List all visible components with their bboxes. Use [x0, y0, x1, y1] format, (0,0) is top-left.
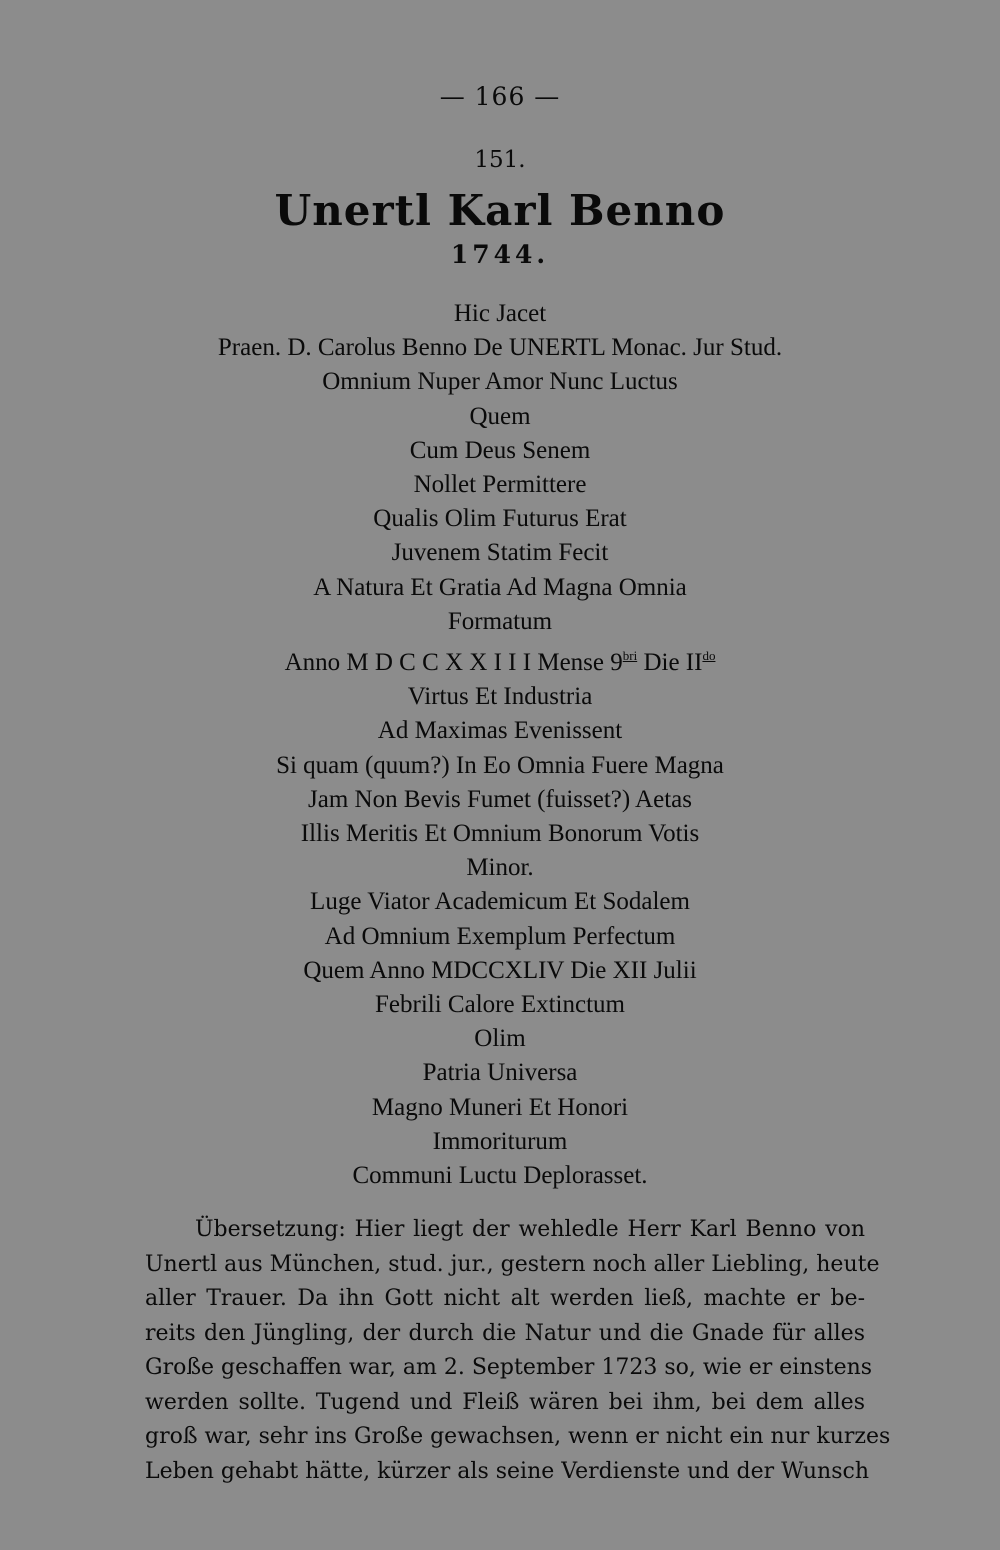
inscription-line: Quem Anno MDCCXLIV Die XII Julii	[303, 956, 697, 984]
inscription-line: Si quam (quum?) In Eo Omnia Fuere Magna	[276, 751, 724, 779]
inscription-line: Quem	[469, 402, 531, 430]
entry-number: 151.	[474, 147, 526, 173]
inscription-line: Luge Viator Academicum Et Sodalem	[310, 888, 690, 916]
inscription-line: Hic Jacet	[453, 300, 547, 327]
german-translation	[145, 1213, 891, 1489]
inscription-line: Qualis Olim Futurus Erat	[373, 505, 627, 533]
translation-line: Unertl aus München, stud. jur., gestern noch aller Liebling, heute	[145, 1251, 880, 1277]
translation-line: aller Trauer. Da ihn Gott nicht alt werden ließ, machte er be-	[145, 1286, 865, 1311]
inscription-line: Magno Muneri Et Honori	[371, 1093, 629, 1121]
translation-line: Leben gehabt hätte, kürzer als seine Verdienste und der Wunsch	[145, 1458, 869, 1484]
inscription-line: Patria Universa	[422, 1059, 578, 1087]
translation-line: werden sollte. Tugend und Fleiß wären bei ihm, bei dem alles	[145, 1389, 865, 1415]
inscription-line: Ad Omnium Exemplum Perfectum	[324, 922, 676, 950]
translation-line: groß war, sehr ins Große gewachsen, wenn er nicht ein nur kurzes	[145, 1424, 891, 1449]
entry-year: 1744.	[450, 240, 550, 269]
month-abbreviation-superscript: bri	[622, 648, 638, 664]
inscription-line: Febrili Calore Extinctum	[375, 991, 625, 1019]
inscription-line: Praen. D. Carolus Benno De UNERTL Monac. Jur Stud.	[217, 334, 783, 362]
day-ordinal-superscript: do	[702, 648, 716, 664]
translation-line: Übersetzung: Hier liegt der wehledle Herr Karl Benno von	[195, 1217, 865, 1242]
anno-prefix: Anno M D C C X X I I I Mense 9	[284, 649, 623, 677]
inscription-line: Cum Deus Senem	[409, 436, 591, 464]
anno-middle: Die II	[637, 649, 703, 677]
translation-line: reits den Jüngling, der durch die Natur und die Gnade für alles	[145, 1320, 865, 1346]
inscription-line: Formatum	[447, 607, 553, 635]
inscription-line: Nollet Permittere	[413, 471, 587, 499]
page-number: — 166 —	[439, 82, 561, 111]
inscription-line: Omnium Nuper Amor Nunc Luctus	[322, 368, 678, 396]
translation-line: Große geschaffen war, am 2. September 1723 so, wie er einstens	[145, 1355, 873, 1380]
inscription-line: Virtus Et Industria	[407, 683, 593, 711]
inscription-line: Minor.	[466, 854, 534, 882]
inscription-line: Ad Maximas Evenissent	[377, 717, 623, 745]
inscription-anno-line	[130, 639, 870, 680]
inscription-line: Immoriturum	[432, 1127, 568, 1155]
latin-inscription	[130, 297, 870, 1193]
entry-title: Unertl Karl Benno	[274, 186, 726, 235]
inscription-line: Jam Non Bevis Fumet (fuisset?) Aetas	[308, 785, 692, 813]
inscription-line: Illis Meritis Et Omnium Bonorum Votis	[300, 820, 700, 848]
inscription-line: Communi Luctu Deplorasset.	[352, 1162, 648, 1190]
inscription-line: Olim	[474, 1025, 526, 1053]
inscription-line: A Natura Et Gratia Ad Magna Omnia	[313, 573, 687, 601]
inscription-line: Juvenem Statim Fecit	[391, 539, 609, 567]
